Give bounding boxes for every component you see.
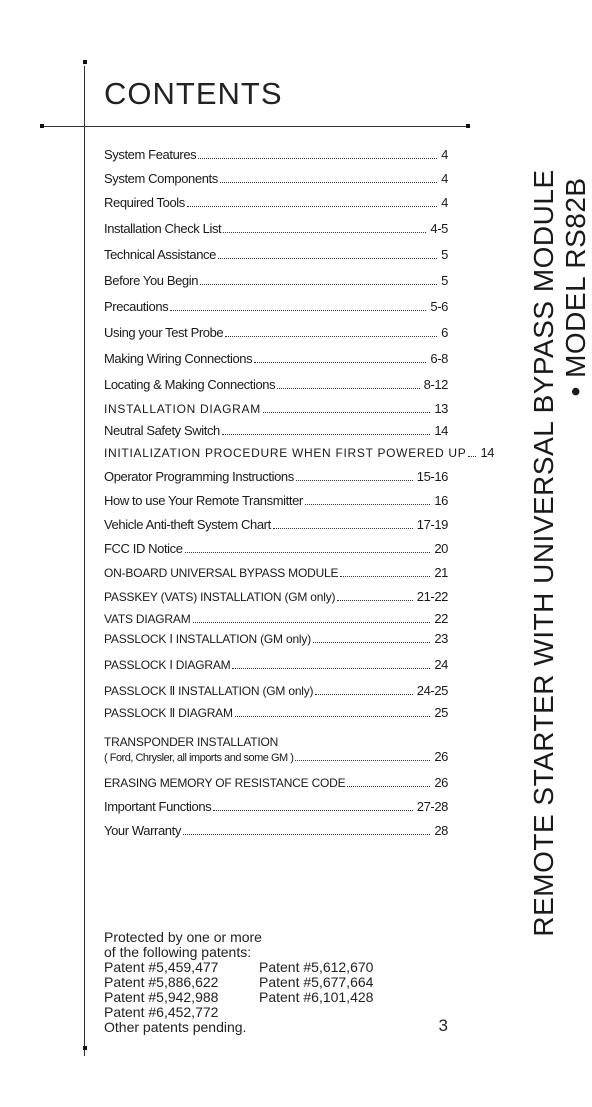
toc-entry-page: 4 (441, 171, 448, 186)
dot-leader (273, 527, 413, 529)
toc-entry-label: Operator Programming Instructions (104, 469, 294, 484)
dot-leader (263, 411, 430, 413)
dot-leader (213, 809, 412, 811)
dot-leader (170, 309, 426, 311)
toc-entry-label: Locating & Making Connections (104, 377, 276, 392)
toc-entry-label: Precautions (104, 299, 169, 314)
toc-row (104, 325, 448, 340)
toc-entry (104, 672, 448, 698)
toc-row (104, 683, 448, 698)
dot-leader (277, 387, 419, 389)
toc-row (104, 631, 448, 646)
toc-entry-label: Your Warranty (104, 823, 181, 838)
vertical-rule (84, 66, 85, 1056)
side-title-line-2: • MODEL RS82B (560, 177, 591, 397)
toc-entry-page: 24-25 (416, 683, 448, 698)
toc-row (104, 171, 448, 186)
toc-row (104, 565, 448, 580)
dot-leader (187, 205, 437, 207)
toc-entry (104, 580, 448, 604)
toc-entry (104, 186, 448, 210)
toc-entry-label: Making Wiring Connections (104, 351, 253, 366)
toc-entry-page: 8-12 (423, 377, 448, 392)
side-title (528, 169, 592, 936)
toc-row (104, 195, 448, 210)
dot-leader (222, 433, 430, 435)
toc-entry (104, 416, 448, 438)
toc-entry-page: 22 (434, 611, 448, 626)
patents-block (104, 930, 448, 1035)
toc-entry-label: FCC ID Notice (104, 541, 183, 556)
toc-row (104, 221, 448, 236)
toc-row (104, 377, 448, 392)
toc-row (104, 247, 448, 262)
toc-entry-page: 14 (480, 445, 495, 460)
patents-intro-line-2: of the following patents: (104, 944, 252, 960)
dot-leader (305, 503, 430, 505)
toc-row (104, 657, 448, 672)
dot-leader (218, 257, 437, 259)
dot-leader (200, 283, 437, 285)
patents-footer (104, 1016, 448, 1035)
toc-entry-label: Before You Begin (104, 273, 199, 288)
toc-entry-page: 21-22 (416, 589, 448, 604)
toc-row (104, 541, 448, 556)
patent-item: Patent #5,459,477 (104, 959, 219, 975)
toc-entry (104, 162, 448, 186)
toc-entry-page: 20 (434, 541, 448, 556)
toc-row (104, 401, 448, 416)
dot-leader (220, 181, 437, 183)
toc-entry-label: Important Functions (104, 799, 212, 814)
toc-entry-page: 27-28 (416, 799, 448, 814)
toc-entry-page: 24 (434, 657, 448, 672)
toc-entry-label: PASSLOCK Ⅱ INSTALLATION (GM only) (104, 684, 314, 698)
dot-leader (337, 599, 412, 601)
page-number: 3 (438, 1016, 448, 1035)
toc-entry (104, 236, 448, 262)
dot-leader (313, 641, 430, 643)
dot-leader (235, 715, 431, 717)
toc-entry-label: PASSLOCK Ⅱ DIAGRAM (104, 706, 233, 720)
toc-entry (104, 262, 448, 288)
dot-leader (225, 335, 437, 337)
toc-entry-page: 13 (434, 401, 448, 416)
toc-entry (104, 698, 448, 720)
toc-entry-label: Vehicle Anti-theft System Chart (104, 517, 271, 532)
toc-row (104, 799, 448, 814)
crop-mark-top (83, 60, 87, 64)
toc-row (104, 589, 448, 604)
patent-item: Patent #5,942,988 (104, 989, 219, 1005)
toc-entry-page: 28 (434, 823, 448, 838)
toc-entry (104, 508, 448, 532)
toc-entry (104, 764, 448, 790)
toc-entry (104, 366, 448, 392)
toc-entry-page: 5-6 (430, 299, 448, 314)
toc-entry-page: 15-16 (416, 469, 448, 484)
toc-row (104, 775, 448, 790)
toc-row (104, 445, 495, 460)
patent-item: Patent #5,677,664 (259, 974, 374, 990)
toc-entry (104, 340, 448, 366)
toc-entry-page: 16 (434, 493, 448, 508)
toc-entry-label: TRANSPONDER INSTALLATION (104, 735, 279, 749)
toc-row (104, 493, 448, 508)
toc-entry (104, 532, 448, 556)
patent-item: Patent #6,452,772 (104, 1004, 219, 1020)
dot-leader (295, 759, 430, 761)
toc-entry (104, 484, 448, 508)
toc-entry-sublabel: ( Ford, Chrysler, all imports and some GM ) (104, 752, 294, 764)
dot-leader (193, 621, 431, 623)
toc-entry (104, 814, 448, 838)
horizontal-rule (43, 126, 466, 127)
toc-entry-label: Using your Test Probe (104, 325, 224, 340)
toc-entry-page: 21 (434, 565, 448, 580)
dot-leader (340, 575, 430, 577)
toc-entry-label: PASSLOCK Ⅰ INSTALLATION (GM only) (104, 632, 311, 646)
dot-leader (468, 455, 476, 457)
toc-entry-label: Technical Assistance (104, 247, 216, 262)
toc-entry (104, 720, 448, 764)
patent-item: Patent #5,886,622 (104, 974, 219, 990)
toc-entry-page: 6 (441, 325, 448, 340)
patent-list (104, 960, 448, 1020)
toc-entry-page: 4 (441, 195, 448, 210)
dot-leader (254, 361, 426, 363)
toc-entry (104, 314, 448, 340)
toc-entry (104, 138, 448, 162)
patent-item: Patent #5,612,670 (259, 959, 374, 975)
toc-entry-page: 26 (434, 775, 448, 790)
toc-entry-label: How to use Your Remote Transmitter (104, 493, 303, 508)
page-title: CONTENTS (104, 76, 283, 111)
toc-entry-page: 23 (434, 631, 448, 646)
toc-row (104, 749, 448, 764)
toc-entry-label: ON-BOARD UNIVERSAL BYPASS MODULE (104, 566, 339, 580)
toc-entry-label: VATS DIAGRAM (104, 612, 191, 626)
toc-entry (104, 790, 448, 814)
toc-entry (104, 210, 448, 236)
dot-leader (347, 785, 430, 787)
toc-entry-label: PASSLOCK Ⅰ DIAGRAM (104, 658, 231, 672)
table-of-contents (104, 138, 495, 838)
toc-entry-label: Installation Check List (104, 221, 222, 236)
toc-entry (104, 460, 448, 484)
toc-row (104, 351, 448, 366)
patents-intro-line-1: Protected by one or more (104, 929, 262, 945)
toc-entry-page: 17-19 (416, 517, 448, 532)
toc-entry-label: INITIALIZATION PROCEDURE WHEN FIRST POWERED UP (104, 446, 467, 460)
toc-entry-page: 26 (434, 749, 448, 764)
toc-entry (104, 646, 448, 672)
toc-entry (104, 556, 448, 580)
dot-leader (198, 157, 437, 159)
toc-entry (104, 438, 495, 460)
toc-row (104, 299, 448, 314)
crop-mark-bottom (83, 1046, 87, 1050)
toc-entry (104, 604, 448, 626)
toc-entry-label: System Features (104, 147, 197, 162)
toc-entry-label: INSTALLATION DIAGRAM (104, 402, 261, 416)
crop-mark-left (40, 124, 44, 128)
toc-entry-label: ERASING MEMORY OF RESISTANCE CODE (104, 776, 346, 790)
toc-entry-page: 6-8 (430, 351, 448, 366)
dot-leader (185, 551, 431, 553)
toc-entry-page: 4 (441, 147, 448, 162)
toc-entry-label: PASSKEY (VATS) INSTALLATION (GM only) (104, 590, 336, 604)
toc-row (104, 423, 448, 438)
dot-leader (183, 833, 430, 835)
toc-row (104, 611, 448, 626)
toc-entry (104, 626, 448, 646)
dot-leader (296, 479, 413, 481)
dot-leader (232, 667, 430, 669)
toc-entry (104, 392, 448, 416)
crop-mark-right (466, 124, 470, 128)
dot-leader (223, 231, 426, 233)
toc-entry-label: System Components (104, 171, 218, 186)
patents-pending: Other patents pending. (104, 1019, 247, 1035)
toc-row (104, 147, 448, 162)
toc-entry-page: 5 (441, 247, 448, 262)
toc-row (104, 823, 448, 838)
toc-row (104, 469, 448, 484)
dot-leader (315, 693, 412, 695)
toc-entry (104, 288, 448, 314)
toc-row (104, 517, 448, 532)
toc-entry-label: Neutral Safety Switch (104, 423, 220, 438)
toc-row (104, 273, 448, 288)
toc-entry-label: Required Tools (104, 195, 185, 210)
toc-entry-page: 4-5 (430, 221, 448, 236)
patent-item: Patent #6,101,428 (259, 989, 374, 1005)
side-title-line-1: REMOTE STARTER WITH UNIVERSAL BYPASS MODULE (528, 169, 559, 937)
toc-row (104, 705, 448, 720)
toc-entry-page: 5 (441, 273, 448, 288)
toc-entry-page: 25 (434, 705, 448, 720)
toc-entry-page: 14 (434, 423, 448, 438)
